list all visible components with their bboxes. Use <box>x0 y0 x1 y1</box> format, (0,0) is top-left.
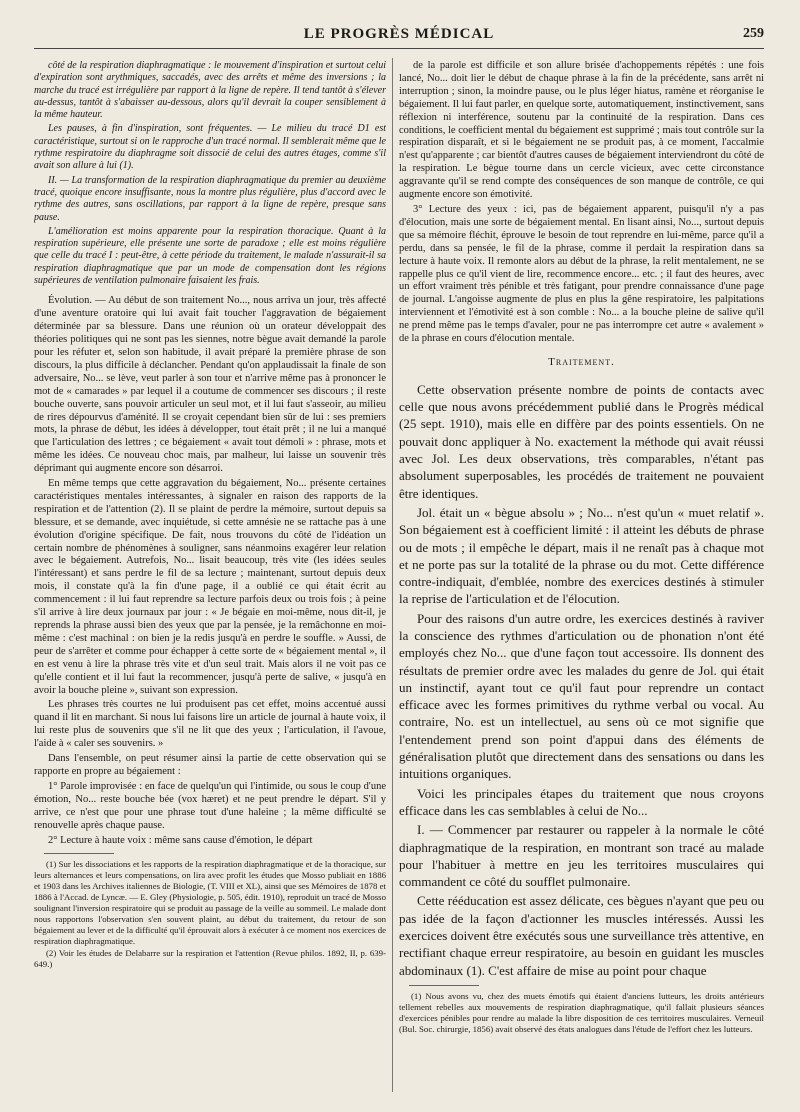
italic-paragraph: II. — La transformation de la respiration diaphragmatique du premier au deuxième tracé, quoique encore insuffisante, nous la montre plus régulière, plus d'accord avec le rythme des autres, sans oscillations, par rapport à la ligne de repère, presque sans pause. <box>34 174 386 223</box>
section-title: Traitement. <box>548 355 615 368</box>
treatment-paragraph: Cette rééducation est assez délicate, ces bègues n'ayant que peu ou pas idée de la façon d'actionner les muscles intéressés. Aussi les exercices doivent être exécutés sous une surveillance très attentive, en rectifiant chaque erreur respiratoire, au besoin en guidant les muscles abdominaux (1). C'est affaire de mise au point pour chaque <box>399 893 764 978</box>
body-paragraph: Dans l'ensemble, on peut résumer ainsi la partie de cette observation qui se rapporte en propre au bégaiement : <box>34 753 386 777</box>
italic-paragraph: Les pauses, à fin d'inspiration, sont fréquentes. — Le milieu du tracé D1 est caractéristique, surtout si on le rapproche d'un tracé normal. Il semblerait même que le rythme respiratoire du diaphragme soit dissocié de celui des autres étages, comme s'il avait son allure à lui (1). <box>34 123 386 172</box>
footnote: (1) Sur les dissociations et les rapports de la respiration diaphragmatique et de la thoracique, sur leurs alternances et leurs compensations, on lira avec profit les études que Mosso publiait en 1886 et 1903 dans les Archives italiennes de Biologie, (T. VIII et XL), ainsi que ses Mémoires de 1878 et 1886 à l'Accad. de Lyncæ. — E. Gley (Physiologie, p. 505, édit. 1910), reproduit un tracé de Mosso soulignant l'inversion respiratoire qui se produit au passage de la veille au sommeil. Le malade dont nous rapportons l'observation s'en souvent plaint, au début du traitement, du retour de son bégaiement au lever et de la difficulté qu'il éprouvait alors à exécuter à ce moment nos exercices de respiration diaphragmatique. <box>34 859 386 946</box>
tracing-commentary <box>34 60 386 287</box>
treatment-section <box>399 381 764 979</box>
footnote: (1) Nous avons vu, chez des muets émotifs qui étaient d'anciens lutteurs, les droits antérieurs tellement rebelles aux mouvements de respiration diaphragmatique, qu'il fallait plusieurs séances d'exercices pénibles pour rendre au malade la libre disposition de ces territoires musculaires. Verneuil (Bul. Soc. chirurgie, 1856) avait observé des états analogues dans l'étude de l'effort chez les lutteurs. <box>399 990 764 1034</box>
treatment-paragraph: I. — Commencer par restaurer ou rappeler à la normale le côté diaphragmatique de la respiration, en montrant son tracé au malade pour l'habituer à mettre en jeu les territoires musculaires qui commandent ce côté du soufflet pulmonaire. <box>399 822 764 890</box>
body-paragraph: 1° Parole improvisée : en face de quelqu'un qui l'intimide, ou sous le coup d'une émotion, No... reste bouche bée (vox hæret) et ne peut prendre le départ. S'il y arrive, ce n'est que pour une phrase tout d'une haleine ; la même difficulté se renouvelle après chaque pause. <box>34 780 386 831</box>
running-title: LE PROGRÈS MÉDICAL <box>303 26 495 42</box>
left-column <box>34 60 386 1096</box>
body-paragraph: Évolution. — Au début de son traitement No..., nous arriva un jour, très affecté d'une aventure oratoire qui lui avait fait toucher l'aggravation de bégaiement déterminée par sa blessure. Dans une réunion où un orateur développait des théories politiques qui ne sont pas les siennes, notre bègue avait demandé la parole pour les réfuter et, selon son habitude, il avait préparé la première phrase de son discours, la plus difficile à déclancher. Pendant qu'on applaudissait la finale de son adversaire, No... se lève, veut parler à son tour et n'arrive même pas à prononcer le mot de « camarades » par lequel il a coutume de commencer ses discours ; il reste bouche ouverte, sans pouvoir articuler un seul mot, et il lui faut s'asseoir, au milieu de rires dépourvus d'aménité. Il se croyait cependant bien sûr de lui : ses premiers mots, la phrase de début, les idées à développer, tout était prêt ; il ne lui a manqué que l'articulation des lettres ; ce bégaiement « avait tout démoli » : phrase, mots et même les idées. Ce nouveau choc mais, par malheur, lui laisse un souvenir très déprimant qui augmente encore son désarroi. <box>34 295 386 475</box>
italic-paragraph: L'amélioration est moins apparente pour la respiration thoracique. Quant à la respiration supérieure, elle présente une sorte de paradoxe ; elle est moins régulière que celle du tracé I : peut-être, à cette période du traitement, le malade n'assurait-il sa respiration diaphragmatique que par un mode de compensation dont les régions supérieures de ventilation pulmonaire faisaient les frais. <box>34 225 386 287</box>
page-header <box>34 24 764 49</box>
body-paragraph: En même temps que cette aggravation du bégaiement, No... présente certaines caractéristiques mentales intéressantes, à signaler en raison des rapports de la respiration et de l'attention (2). Il se plaint de perdre la mémoire, surtout depuis sa blessure, et se demande, avec inquiétude, si cette amnésie ne se rattache pas à une évolution d'origine spécifique. De fait, nous trouvons du côté de l'idéation un certain nombre de phénomènes à souligner, sans néanmoins exagérer leur relation avec le bégaiement. Autrefois, No... lisait beaucoup, très vite (les idées seules l'intéressant) et sans perdre le fil de sa lecture ; maintenant, surtout depuis deux mois, il constate qu'à la fin d'une page, il a oublié ce qui était écrit au commencement : il lui faut reprendre sa lecture parfois deux ou trois fois ; à peine s'il arrive à lire deux journaux par jour : « Je bégaie en moi-même, nous dit-il, je reprends la phrase aussi bien des yeux que par la pensée, je la remâchonne en moi-même : c'est machinal : on bien je la redis jusqu'à en perdre le souffle. » Aussi, de peur de s'arrêter et comme pour échapper à cette sorte de « bégaiement mental », il en est venu à lire la phrase très vite et d'un seul trait. Mais alors il ne voit pas ce qu'elle contient et il lui faut la recommencer, jusqu'à perte de salive, « jusqu'à en avoir la bouche pleine », suivant son expression. <box>34 478 386 696</box>
body-paragraph: 3° Lecture des yeux : ici, pas de bégaiement apparent, puisqu'il n'y a pas d'élocution, mais une sorte de bégaiement mental. En lisant ainsi, No..., surtout depuis que sa mémoire fléchit, éprouve le besoin de tout reprendre en lui-même, parce qu'il a perdu, dans sa pensée, le fil de la phrase, comme il perdait la respiration dans sa lecture à haute voix. Il remonte alors au début de la phrase, la relit mentalement, ne se rappelle plus ce qu'il vient de lire, recommence encore... etc. ; il faut des heures, avec un effort vraiment très pénible et très fatigant, pour prendre connaissance d'une page de journal. L'angoisse augmente de plus en plus la gêne respiratoire, les palpitations interviennent et l'émotivité est à son comble : No... a la bouche pleine de salive qu'il ne prend même pas le temps d'avaler, pour ne pas interrompre cet autre « avalement » de la phrase en cours d'élocution mentale. <box>399 203 764 345</box>
italic-paragraph: côté de la respiration diaphragmatique : le mouvement d'inspiration et surtout celui d'expiration sont arythmiques, saccadés, avec des arrêts et même des inversions ; la marche du tracé est irrégulière par rapport à la ligne de repère. Il tend tantôt à s'élever au-dessus, tantôt à s'abaisser au-dessous, alors qu'il devrait la couper sensiblement à la même hauteur. <box>34 60 386 121</box>
treatment-paragraph: Jol. était un « bègue absolu » ; No... n'est qu'un « muet relatif ». Son bégaiement est à coefficient limité : il atteint les débuts de phrase ou de mots ; il empêche le départ, mais il ne renaît pas à chaque mot et ne porte pas sur la totalité de la phrase ou du mot. Cette différence contre-indiquait, d'emblée, nombre des exercices destinés à stimuler la reprise de l'articulation et de l'élocution. <box>399 504 764 607</box>
body-paragraph: Les phrases très courtes ne lui produisent pas cet effet, moins accentué aussi quand il lit en marchant. Si nous lui faisons lire un article de journal à haute voix, il lui reste plus de souvenirs que s'il ne lit que des yeux ; l'articulation, il l'avoue, l'aide à « caler ses souvenirs. » <box>34 699 386 750</box>
column-divider <box>392 58 393 1092</box>
page-number: 259 <box>743 26 764 41</box>
body-paragraph: 2° Lecture à haute voix : même sans cause d'émotion, le départ <box>48 834 313 846</box>
right-column <box>399 60 764 1096</box>
body-paragraph: de la parole est difficile et son allure brisée d'achoppements répétés : une fois lancé, No... doit lier le début de chaque phrase à la fin de la précédente, sans arrêt ni interruption ; sinon, la moindre pause, ou le plus léger hiatus, ramène et réorganise le bégaiement. Il lui faut parler, en quelque sorte, automatiquement, instinctivement, sans réflexion ni interférence, soutenu par la continuité de la respiration. Dans ces conditions, le coefficient mental du bégaiement est supprimé ; mais tout contrôle sur la respiration disparaît, et si le bégaiement ne se produit pas, à ce moment, l'accalmie n'est qu'apparente ; car bientôt d'autres causes de bégaiement interviendront du côté de la respiration. Le bègue tourne dans un cercle vicieux, avec cette circonstance aggravante qu'il se rend compte des conséquences de son manque de contrôle, ce qui augmente encore son émotivité. <box>399 60 764 201</box>
footnote-rule <box>409 985 479 986</box>
treatment-paragraph: Voici les principales étapes du traitement que nous croyons efficace dans les cas semblables à celui de No... <box>399 785 764 818</box>
footnote-rule <box>44 853 114 854</box>
treatment-paragraph: Pour des raisons d'un autre ordre, les exercices destinés à raviver la conscience des rythmes d'articulation ou de phonation n'ont été employés chez No... que d'une façon tout accessoire. Ils donnent des résultats de premier ordre avec les malades du genre de Jol. qui était un instinctif, ayant tout ce qu'il faut pour reprendre un contact efficace avec les formes primitives du rythme verbal ou vocal. Au contraire, No. est un intellectuel, au sens où ce mot signifie que l'entendement prend son point d'appui dans des éléments de généralisation plutôt que directement dans des sensations ou dans les intuitions organiques. <box>399 610 764 782</box>
footnote: (2) Voir les études de Delabarre sur la respiration et l'attention (Revue philos. 1892, II, p. 639-649.) <box>34 947 386 969</box>
treatment-paragraph: Cette observation présente nombre de points de contacts avec celle que nous avons précédemment publié dans le Progrès médical (25 sept. 1910), mais elle en diffère par des points essentiels. On ne pouvait donc appliquer à No. exactement la méthode qui avait réussi avec Jol. Les deux observations, très comparables, n'étant pas absolument superposables, les procédés de traitement ne pouvaient être identiques. <box>399 381 764 501</box>
